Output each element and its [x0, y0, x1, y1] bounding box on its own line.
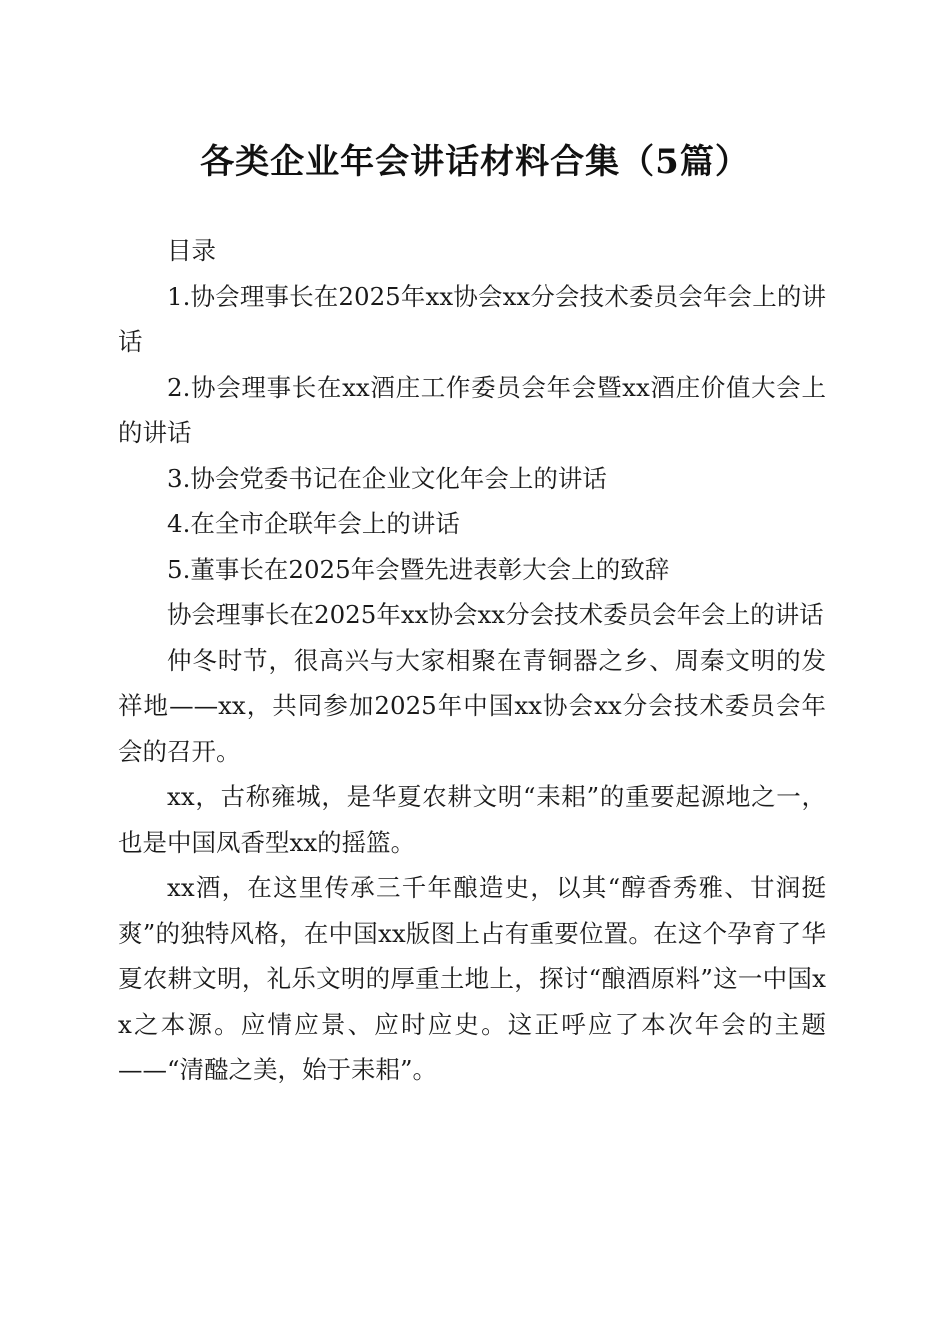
toc-item: 2.协会理事长在xx酒庄工作委员会年会暨xx酒庄价值大会上的讲话: [118, 372, 826, 447]
section-title: 协会理事长在2025年xx协会xx分会技术委员会年会上的讲话: [167, 600, 824, 629]
document-body: [118, 228, 826, 1093]
body-paragraph: xx，古称雍城，是华夏农耕文明“耒耜”的重要起源地之一，也是中国凤香型xx的摇篮。: [118, 782, 826, 857]
body-paragraph: 仲冬时节，很高兴与大家相聚在青铜器之乡、周秦文明的发祥地——xx，共同参加2025年中国xx协会xx分会技术委员会年会的召开。: [118, 645, 826, 766]
toc-heading: 目录: [167, 236, 216, 265]
body-paragraph: xx酒，在这里传承三千年酿造史，以其“醇香秀雅、甘润挺爽”的独特风格，在中国xx版图上占有重要位置。在这个孕育了华夏农耕文明，礼乐文明的厚重土地上，探讨“酿酒原料”这一中国xx之本源。应情应景、应时应史。这正呼应了本次年会的主题——“清醠之美，始于耒耜”。: [118, 873, 826, 1084]
toc-item: 5.董事长在2025年会暨先进表彰大会上的致辞: [167, 554, 670, 584]
toc-item: 1.协会理事长在2025年xx协会xx分会技术委员会年会上的讲话: [118, 281, 826, 356]
document-title: 各类企业年会讲话材料合集（5篇）: [200, 142, 750, 182]
toc-item: 4.在全市企联年会上的讲话: [167, 509, 460, 538]
toc-item: 3.协会党委书记在企业文化年会上的讲话: [167, 463, 607, 493]
